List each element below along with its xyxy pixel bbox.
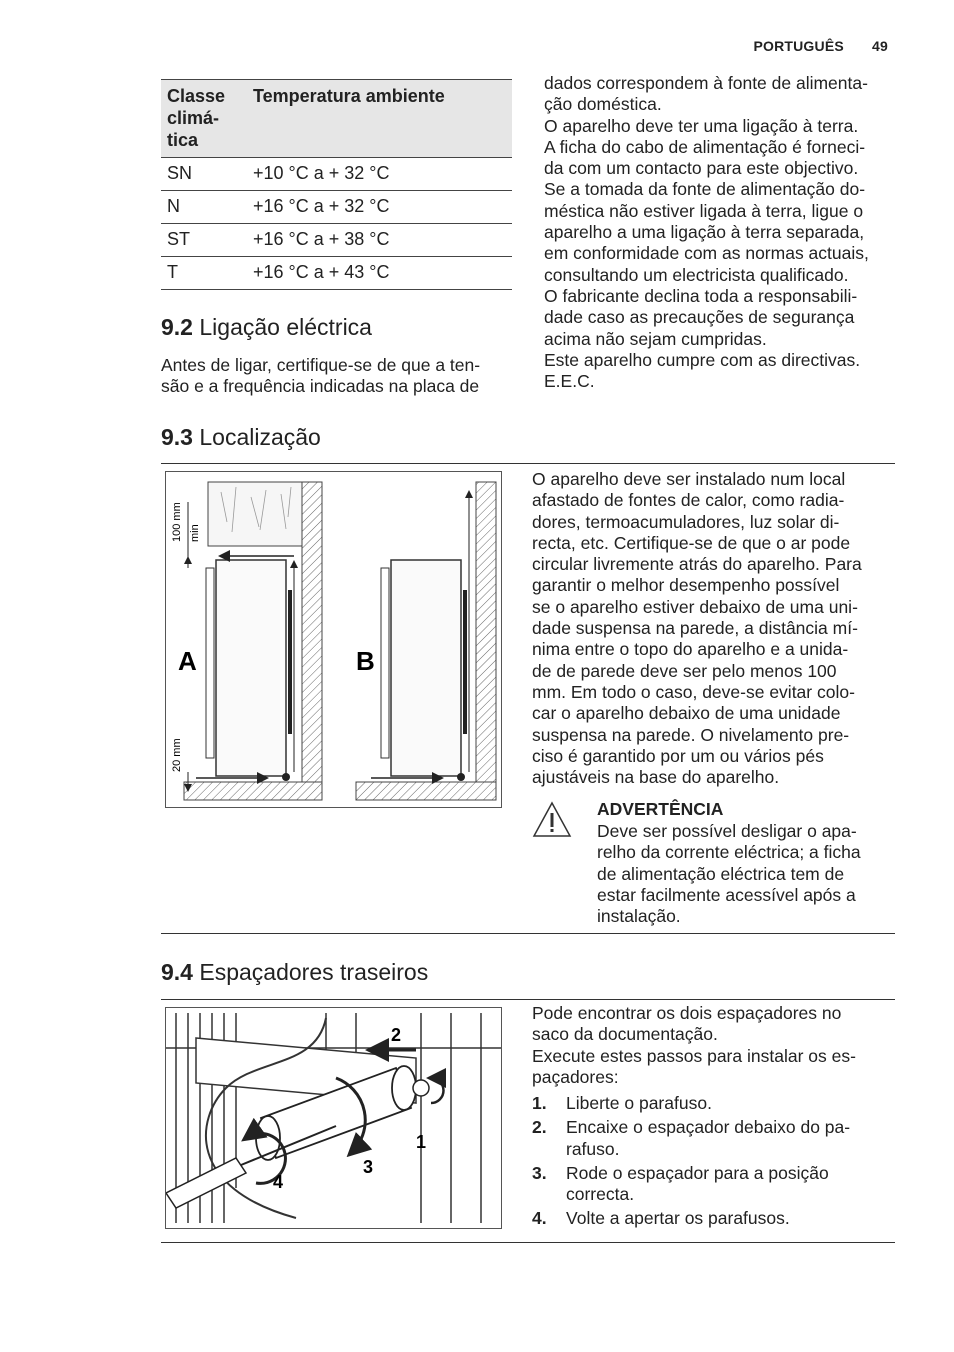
cell-range: +16 °C a + 38 °C <box>253 229 390 249</box>
cell-class: N <box>167 196 180 216</box>
dim-top-min-label: min <box>189 524 201 542</box>
step-text: Volte a apertar os parafusos. <box>566 1208 790 1229</box>
diagram-a <box>171 482 322 800</box>
spacer-diagram <box>166 1008 501 1228</box>
page-number: 49 <box>872 38 888 54</box>
list-item <box>532 1208 897 1229</box>
callout-4: 4 <box>273 1172 284 1192</box>
section-9-4-heading <box>161 959 428 986</box>
step-number: 4. <box>532 1208 547 1229</box>
table-row <box>161 158 512 191</box>
warning-triangle-icon <box>532 800 572 840</box>
floor-a <box>184 782 322 800</box>
wall-a <box>302 482 322 782</box>
screw <box>413 1080 429 1096</box>
section-9-2-continued: dados correspondem à fonte de alimenta- ção doméstica. O aparelho deve ter uma ligação à terra. A ficha do cabo de alimentação é forneci- da com um contacto para este objectivo. Se a tomada da fonte de alimentação do- méstica não estiver ligada à terra, ligue o aparelho a uma ligação à terra separada, em conformidade com as normas actuais, consultando um electricista qualificado. O fabricante declina toda a responsabili- dade caso as precauções de segurança acima não sejam cumpridas. Este aparelho cumpre com as directivas. E.E.C. <box>544 73 869 392</box>
section-9-2-intro: Antes de ligar, certifique-se de que a ten- são e a frequência indicadas na placa de <box>161 355 481 397</box>
header-ambient-temperature: Temperatura ambiente <box>253 86 445 106</box>
floor-b <box>356 782 496 800</box>
section-9-3-bottom-rule <box>161 933 895 934</box>
cell-range: +16 °C a + 43 °C <box>253 262 390 282</box>
page-header <box>729 38 888 54</box>
diagram-b <box>356 482 496 800</box>
section-9-3-text: O aparelho deve ser instalado num local afastado de fontes de calor, como radia- dores, termoacumuladores, luz solar di- recta, etc. Certifique-se de que o ar pode circular livremente atrás do aparelho. Para garantir o melhor desempenho possível se o aparelho estiver debaixo de uma uni- dade suspensa na parede, a distância mí- nima entre o topo do aparelho e a unida- de de parede deve ser pelo menos 100 mm. Em todo o caso, deve-se evitar colo- car o aparelho debaixo de uma unidade suspensa na parede. O nivelamento pre- ciso é garantido por um ou vários pés ajustáveis na base do aparelho. <box>532 469 862 788</box>
cell-range: +16 °C a + 32 °C <box>253 196 390 216</box>
appliance-a <box>216 560 286 776</box>
section-title: Espaçadores traseiros <box>199 959 429 985</box>
header-language: PORTUGUÊS <box>753 38 844 54</box>
header-climate-class: Classe climá- tica <box>167 86 226 150</box>
installation-clearance-figure <box>165 471 502 808</box>
section-9-3-top-rule <box>161 463 895 464</box>
label-a: A <box>178 646 197 676</box>
step-text: Liberte o parafuso. <box>566 1093 712 1113</box>
dim-top-label: 100 mm <box>171 502 183 542</box>
section-title: Ligação eléctrica <box>199 314 372 340</box>
callout-3: 3 <box>363 1157 374 1177</box>
cell-range: +10 °C a + 32 °C <box>253 163 390 183</box>
section-title: Localização <box>199 424 321 450</box>
section-9-4-bottom-rule <box>161 1242 895 1243</box>
section-9-4-intro: Pode encontrar os dois espaçadores no saco da documentação. Execute estes passos para instalar os es- paçadores: <box>532 1003 856 1087</box>
section-number: 9.4 <box>161 959 193 985</box>
table-row <box>161 257 512 290</box>
list-item <box>532 1163 897 1206</box>
step-text: Encaixe o espaçador debaixo do pa- rafuso. <box>566 1117 851 1159</box>
warning-title: ADVERTÊNCIA <box>597 799 724 819</box>
warning-text: Deve ser possível desligar o apa- relho da corrente eléctrica; a ficha de alimentação eléctrica tem de estar facilmente acessível após a instalação. <box>597 821 861 927</box>
appliance-b <box>391 560 461 776</box>
step-number: 1. <box>532 1093 547 1113</box>
callout-2: 2 <box>391 1025 402 1045</box>
list-item <box>532 1117 897 1160</box>
section-number: 9.2 <box>161 314 193 340</box>
callout-1: 1 <box>416 1132 427 1152</box>
step-text: Rode o espaçador para a posição correcta. <box>566 1162 829 1205</box>
climate-class-table <box>161 79 512 290</box>
cell-class: SN <box>167 163 193 183</box>
list-item <box>532 1093 897 1114</box>
wall-b <box>476 482 496 782</box>
cell-class: T <box>167 262 178 282</box>
table-row <box>161 191 512 224</box>
section-9-3-heading <box>161 424 321 451</box>
table-row <box>161 224 512 257</box>
section-9-2-heading <box>161 314 372 341</box>
step-number: 3. <box>532 1162 547 1183</box>
section-number: 9.3 <box>161 424 193 450</box>
spacer-steps-list <box>532 1093 897 1233</box>
section-9-4-top-rule <box>161 999 895 1000</box>
dim-bottom-label: 20 mm <box>171 738 183 772</box>
installation-diagram <box>166 472 501 807</box>
table-header-row <box>161 80 512 158</box>
screwdriver <box>166 1158 246 1208</box>
label-b: B <box>356 646 375 676</box>
cell-class: ST <box>167 229 191 249</box>
step-number: 2. <box>532 1117 547 1138</box>
rear-spacers-figure <box>165 1007 502 1229</box>
